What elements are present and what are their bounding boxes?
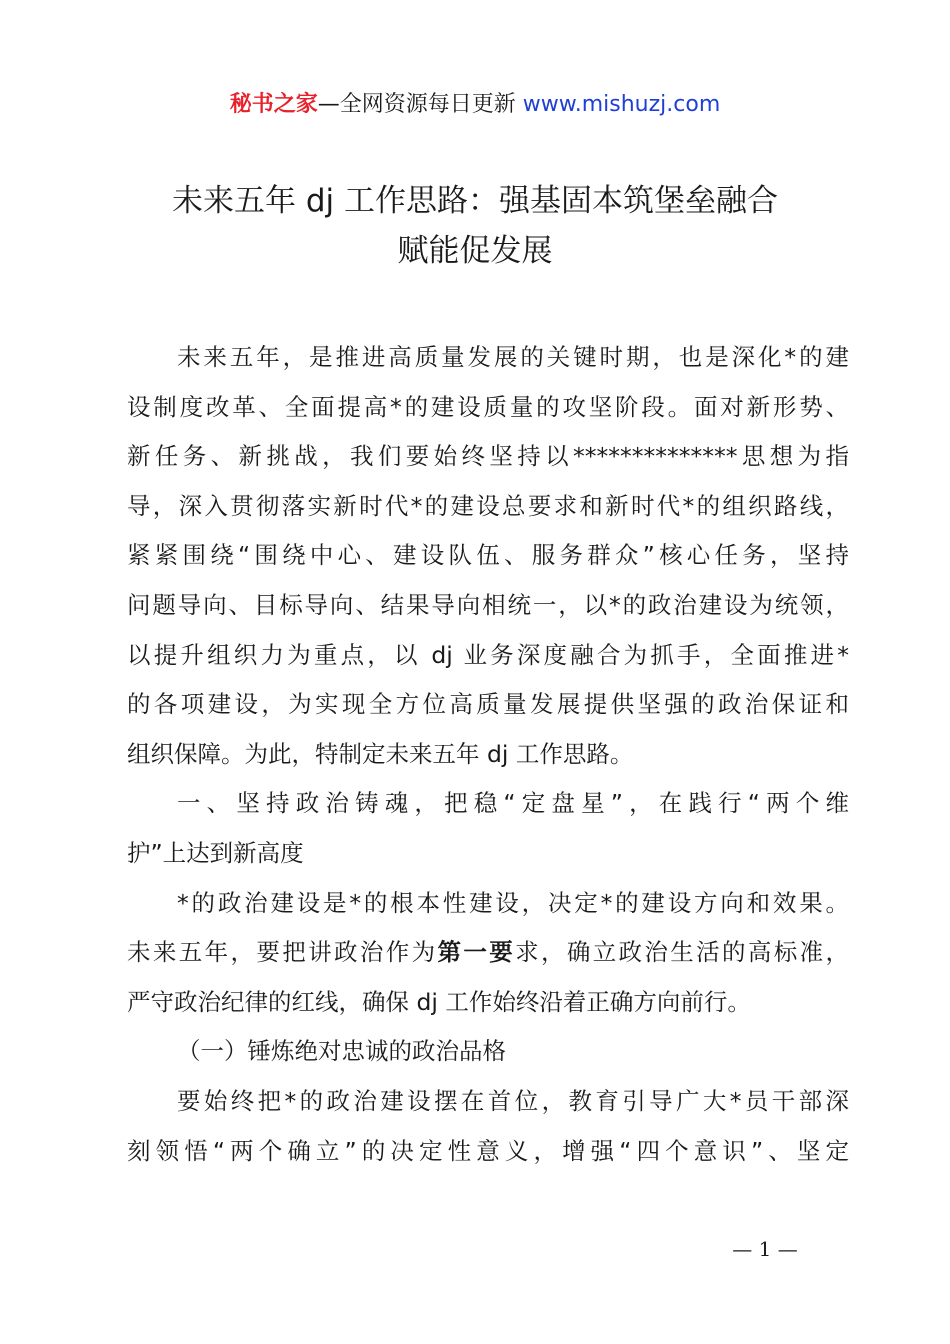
section-heading-line: 护”上达到新高度 (127, 838, 304, 867)
section-body-line (127, 928, 849, 978)
title-line-2: 赋能促发展 (397, 233, 553, 269)
document-body (127, 333, 849, 1176)
intro-line: 的各项建设，为实现全方位高质量发展提供坚强的政治保证和 (127, 690, 849, 719)
intro-line: 新任务、新挑战，我们要始终坚持以**************思想为指 (127, 442, 849, 471)
subsection-body-line: 刻领悟“两个确立”的决定性意义，增强“四个意识”、坚定 (127, 1136, 849, 1165)
section-body-line: 严守政治纪律的红线，确保 dj 工作始终沿着正确方向前行。 (127, 987, 751, 1016)
header-tagline: —全网资源每日更新 (317, 92, 516, 117)
site-url-link[interactable]: www.mishuzj.com (522, 92, 721, 117)
subsection-body-line: 要始终把*的政治建设摆在首位，教育引导广大*员干部深 (177, 1086, 849, 1115)
page-number: — 1 — (732, 1237, 798, 1261)
section-body-text: 求，确立政治生活的高标准， (515, 938, 850, 967)
section-body-line: *的政治建设是*的根本性建设，决定*的建设方向和效果。 (177, 888, 849, 917)
brand-name: 秘书之家 (229, 92, 318, 117)
intro-line: 以提升组织力为重点，以 dj 业务深度融合为抓手，全面推进* (127, 640, 849, 669)
document-title (0, 176, 950, 276)
section-heading-line: 一、坚持政治铸魂，把稳“定盘星”，在践行“两个维 (177, 789, 849, 818)
intro-line: 设制度改革、全面提高*的建设质量的攻坚阶段。面对新形势、 (127, 392, 849, 421)
intro-line: 未来五年，是推进高质量发展的关键时期，也是深化*的建 (177, 343, 849, 371)
title-line-1: 未来五年 dj 工作思路：强基固本筑堡垒融合 (172, 183, 778, 219)
intro-line: 紧紧围绕“围绕中心、建设队伍、服务群众”核心任务，坚持 (127, 541, 849, 570)
intro-line: 导，深入贯彻落实新时代*的建设总要求和新时代*的组织路线， (127, 491, 849, 520)
section-body-text: 未来五年，要把讲政治作为 (127, 938, 438, 967)
intro-line: 问题导向、目标导向、结果导向相统一，以*的政治建设为统领， (127, 590, 849, 619)
subsection-heading: （一）锤炼绝对忠诚的政治品格 (177, 1037, 506, 1066)
site-header (0, 88, 950, 122)
intro-line: 组织保障。为此，特制定未来五年 dj 工作思路。 (127, 739, 634, 768)
emphasis-text: 第一要 (437, 938, 516, 967)
